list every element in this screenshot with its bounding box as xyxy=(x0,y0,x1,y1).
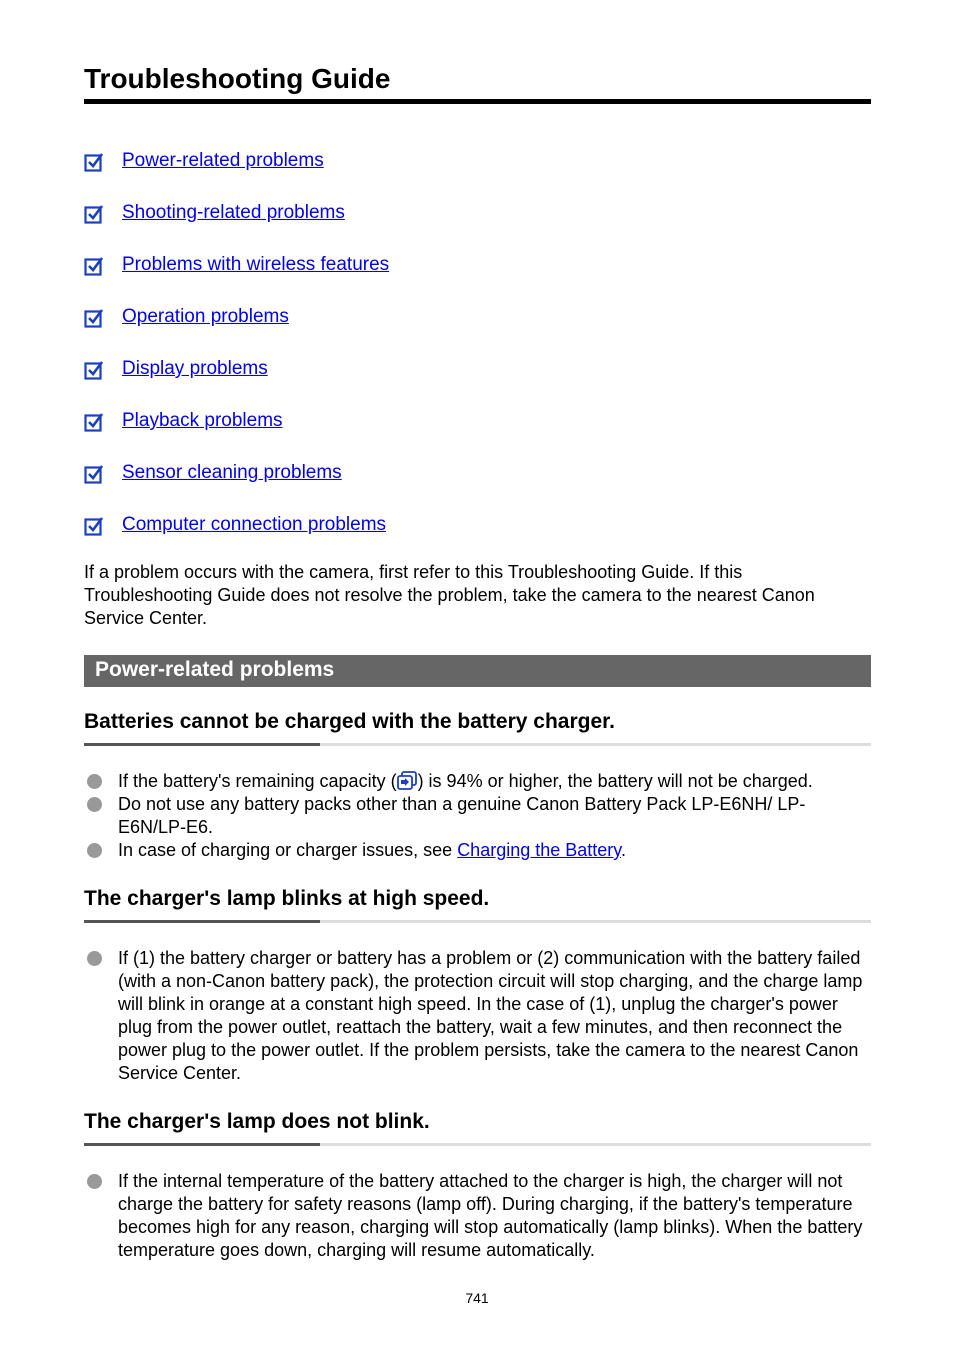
toc-link-shooting[interactable]: Shooting-related problems xyxy=(122,202,345,223)
toc-item xyxy=(84,460,871,512)
toc-item xyxy=(84,200,871,252)
subsection-heading xyxy=(84,1108,871,1146)
intro-paragraph: If a problem occurs with the camera, first refer to this Troubleshooting Guide. If this Troubleshooting Guide does not resolve the problem, take the camera to the nearest Canon Service Center. xyxy=(84,562,815,628)
toc-item xyxy=(84,408,871,460)
heading-rule xyxy=(84,1143,871,1146)
bullet-text: If (1) the battery charger or battery has a problem or (2) communication with the battery failed (with a non-Canon battery pack), the protection circuit will stop charging, and the charge lamp will blink in orange at a constant high speed. In the case of (1), unplug the charger's power plug from the power outlet, reattach the battery, wait a few minutes, and then reconnect the power plug to the power outlet. If the problem persists, take the camera to the nearest Canon Service Center. xyxy=(118,948,863,1083)
toc-item xyxy=(84,356,871,408)
toc-link-wireless[interactable]: Problems with wireless features xyxy=(122,254,390,275)
subsection-heading xyxy=(84,708,871,746)
toc-link-computer[interactable]: Computer connection problems xyxy=(122,514,387,535)
bullet-text: If the internal temperature of the battery attached to the charger is high, the charger will not charge the battery for safety reasons (lamp off). During charging, if the battery's temperature becomes high for any reason, charging will stop automatically (lamp blinks). When the battery temperature goes down, charging will resume automatically. xyxy=(118,1171,863,1260)
checkbox-icon xyxy=(84,412,104,432)
toc-item xyxy=(84,304,871,356)
checkbox-icon xyxy=(84,204,104,224)
list-item xyxy=(84,839,871,862)
page-title: Troubleshooting Guide xyxy=(84,62,871,104)
checkbox-icon xyxy=(84,516,104,536)
bullet-text: If the battery's remaining capacity ( xyxy=(118,771,397,791)
toc-link-display[interactable]: Display problems xyxy=(122,358,268,379)
subsection-heading xyxy=(84,885,871,923)
bullet-text: Do not use any battery packs other than a genuine Canon Battery Pack LP-E6NH/ LP-E6N/LP-E6. xyxy=(118,794,806,837)
checkbox-icon xyxy=(84,308,104,328)
toc-link-playback[interactable]: Playback problems xyxy=(122,410,283,431)
bullet-list xyxy=(84,1170,871,1262)
bullet-text: In case of charging or charger issues, see xyxy=(118,840,458,860)
toc-item xyxy=(84,148,871,200)
bullet-list xyxy=(84,770,871,862)
toc-link-operation[interactable]: Operation problems xyxy=(122,306,289,327)
checkbox-icon xyxy=(84,256,104,276)
bullet-list xyxy=(84,947,871,1085)
toc-item xyxy=(84,512,871,564)
subsection-title: The charger's lamp does not blink. xyxy=(84,1110,430,1133)
bullet-text: ) is 94% or higher, the battery will not be charged. xyxy=(417,771,813,791)
charging-battery-link[interactable]: Charging the Battery xyxy=(457,840,621,860)
toc-item xyxy=(84,252,871,304)
checkbox-icon xyxy=(84,152,104,172)
toc-link-power[interactable]: Power-related problems xyxy=(122,150,324,171)
bullet-icon xyxy=(87,951,102,966)
battery-icon xyxy=(397,771,418,791)
list-item xyxy=(84,947,871,1085)
subsection-title: Batteries cannot be charged with the battery charger. xyxy=(84,710,615,733)
section-heading: Power-related problems xyxy=(84,655,871,687)
list-item xyxy=(84,770,871,793)
heading-rule xyxy=(84,920,871,923)
bullet-icon xyxy=(87,797,102,812)
list-item xyxy=(84,1170,871,1262)
bullet-icon xyxy=(87,1174,102,1189)
page-number: 741 xyxy=(465,1290,489,1306)
toc-link-sensor[interactable]: Sensor cleaning problems xyxy=(122,462,342,483)
bullet-icon xyxy=(87,774,102,789)
list-item xyxy=(84,793,871,839)
checkbox-icon xyxy=(84,464,104,484)
bullet-icon xyxy=(87,843,102,858)
toc-list xyxy=(84,148,871,564)
heading-rule xyxy=(84,743,871,746)
checkbox-icon xyxy=(84,360,104,380)
subsection-title: The charger's lamp blinks at high speed. xyxy=(84,887,490,910)
bullet-text: . xyxy=(620,840,626,860)
